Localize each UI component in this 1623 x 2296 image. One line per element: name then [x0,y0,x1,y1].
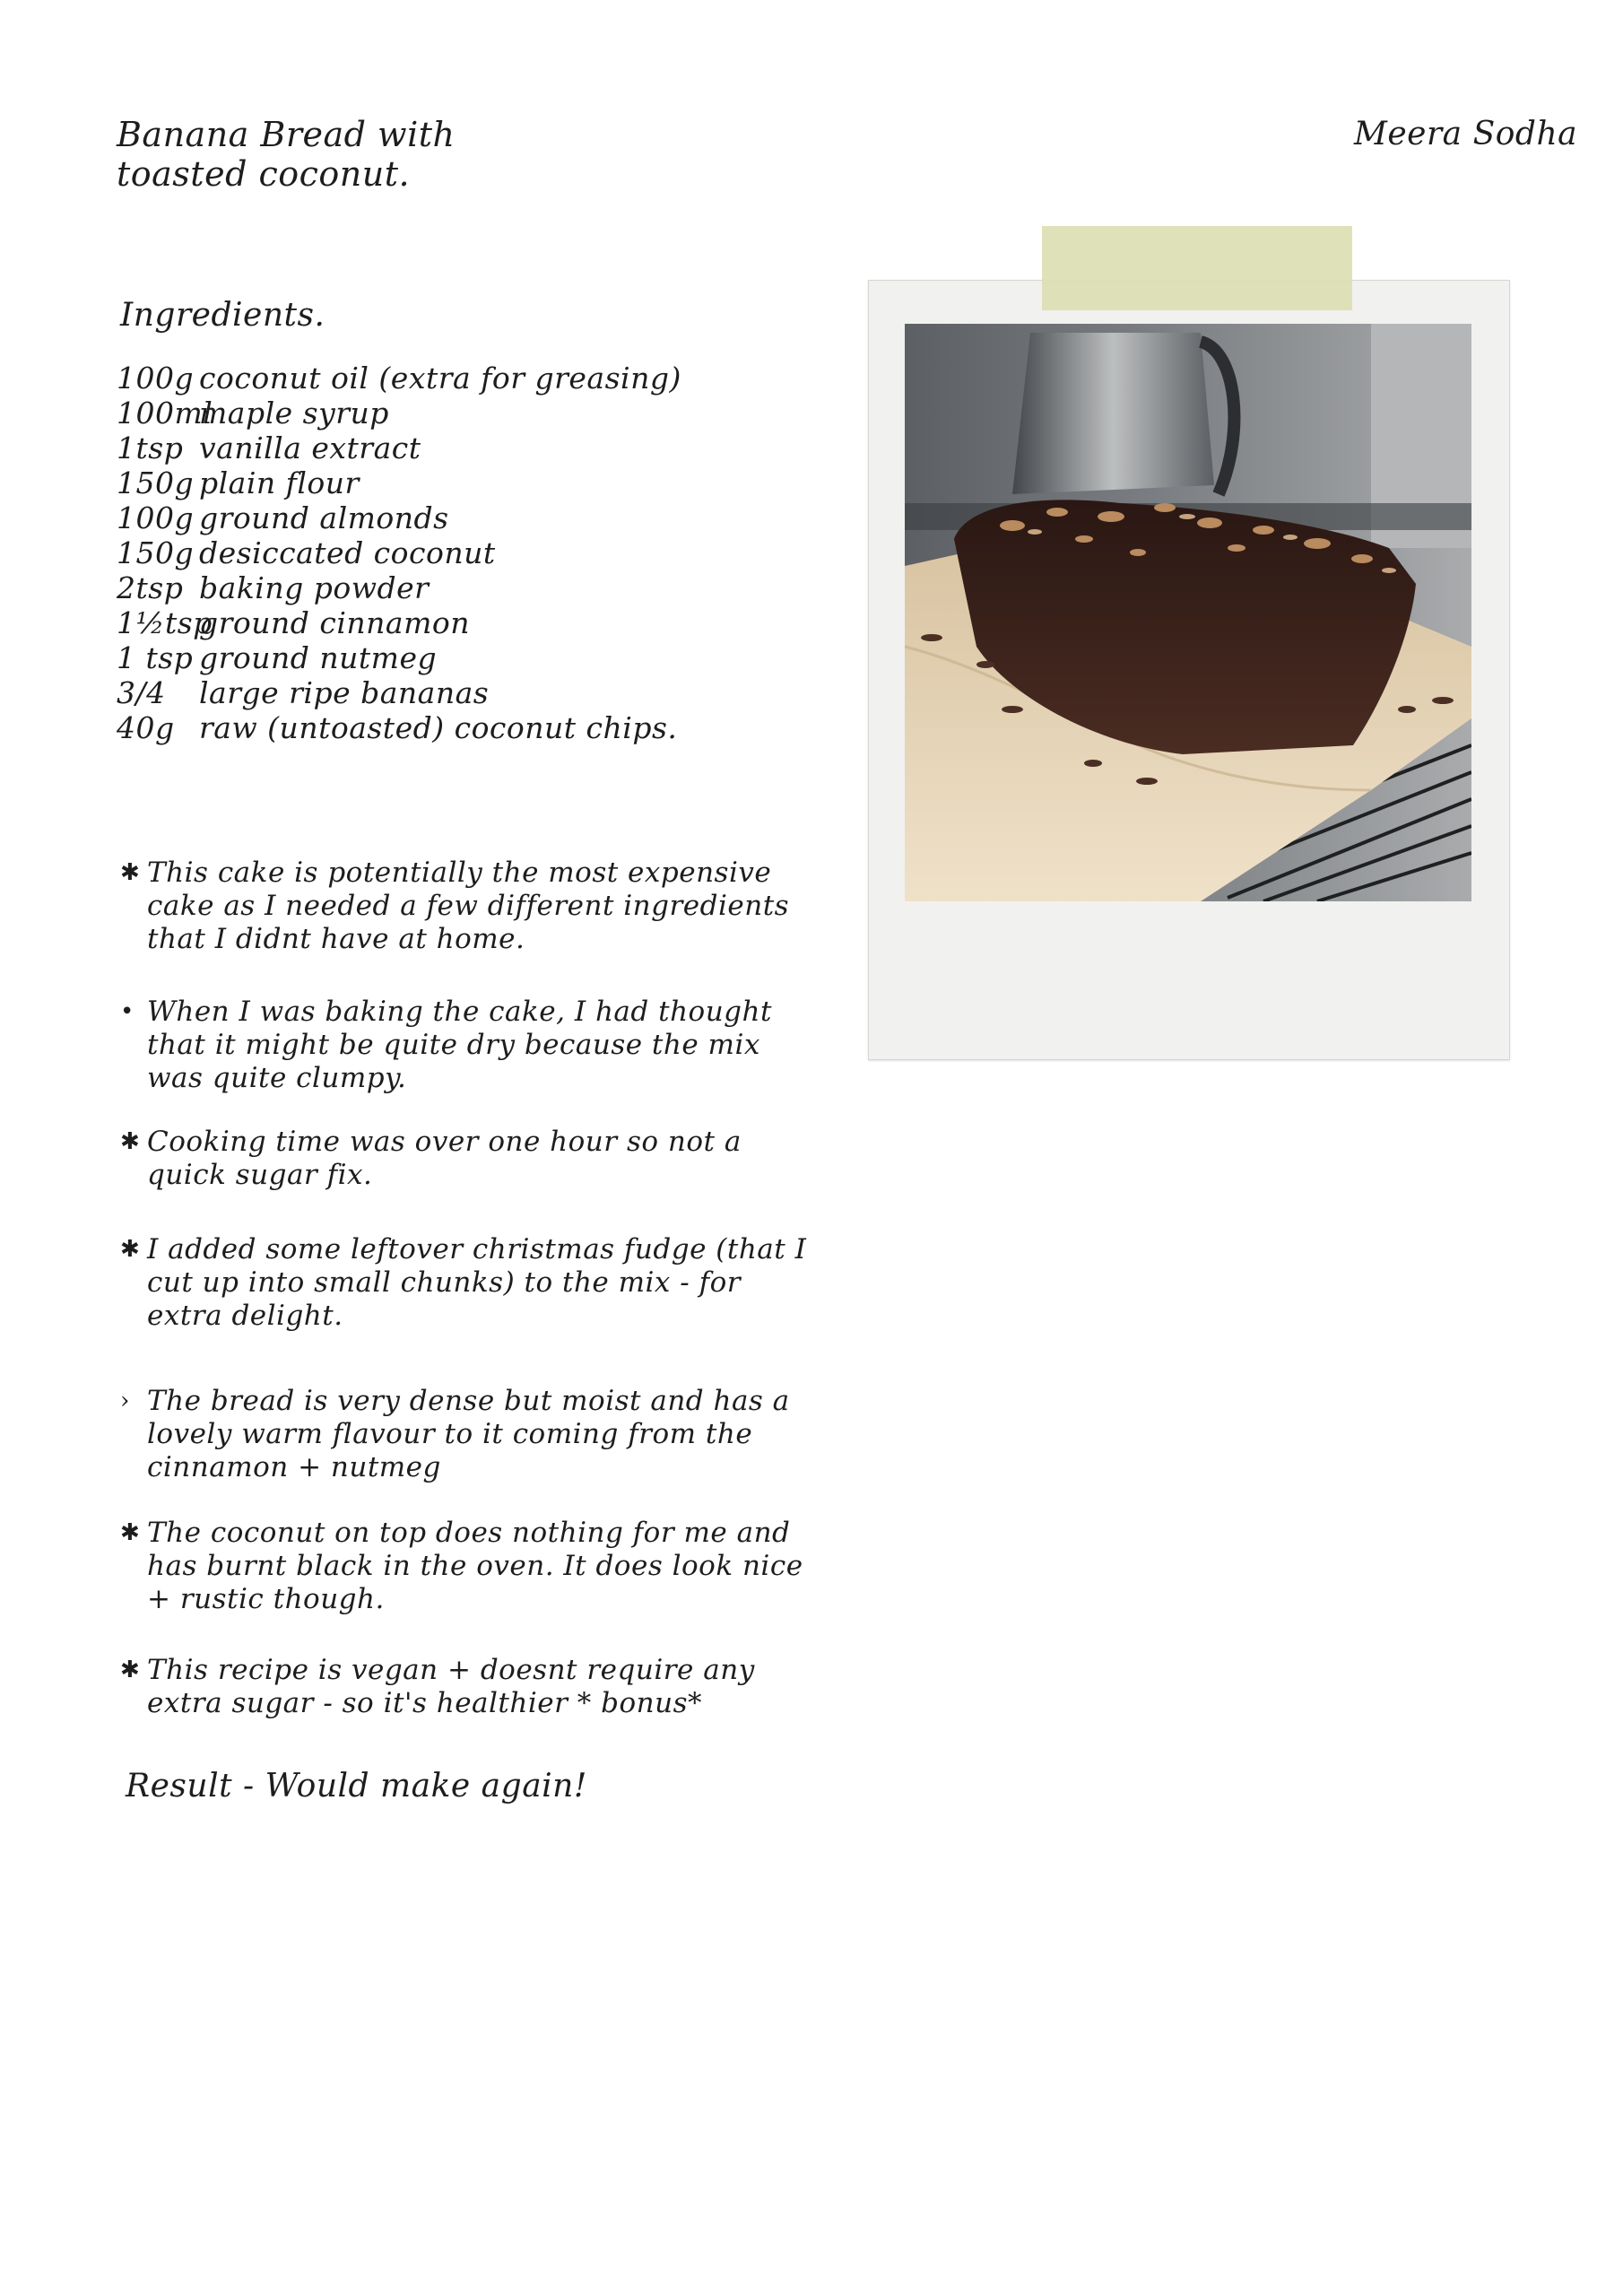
bullet-icon: ✱ [120,1236,141,1263]
recipe-title-line-1: Banana Bread with [117,115,456,154]
ingredient-name: plain flour [199,465,360,500]
bullet-icon: ✱ [120,859,141,886]
ingredient-name: desiccated coconut [199,535,496,570]
masking-tape [1042,226,1352,310]
bullet-icon: ✱ [120,1128,141,1155]
note-item [117,1385,816,1484]
note-text: This recipe is vegan + doesnt require any extra sugar - so it's healthier * bonus* [147,1654,755,1719]
ingredient-row [117,396,681,430]
ingredient-name: raw (untoasted) coconut chips. [199,710,678,745]
ingredient-name: coconut oil (extra for greasing) [199,361,681,396]
bullet-icon: ✱ [120,1657,141,1683]
banana-bread-photo-illustration [905,324,1471,901]
ingredient-name: maple syrup [199,396,389,430]
ingredient-name: baking powder [199,570,430,605]
recipe-title-line-2: toasted coconut. [117,154,411,194]
ingredient-name: large ripe bananas [199,675,490,710]
note-text: The bread is very dense but moist and has a lovely warm flavour to it coming from the cinnamon + nutmeg [147,1385,790,1483]
author-name: Meera Sodha [1354,116,1578,152]
ingredients-list [117,361,681,745]
ingredient-row [117,465,681,500]
ingredient-quantity: 100ml [117,396,213,430]
note-item [117,1233,816,1333]
ingredient-name: ground cinnamon [199,605,471,640]
ingredient-quantity: 100g [117,500,195,535]
ingredient-name: vanilla extract [199,430,421,465]
ingredient-quantity: 2tsp [117,570,184,605]
note-text: The coconut on top does nothing for me and has burnt black in the oven. It does look nice + rustic though. [147,1517,803,1615]
note-item [117,1126,816,1192]
note-item [117,1654,816,1720]
result-text: Result - Would make again! [126,1768,587,1805]
ingredients-heading: Ingredients. [120,297,325,334]
ingredient-row [117,640,681,675]
ingredient-row [117,361,681,396]
ingredient-quantity: 40g [117,710,175,745]
ingredient-row [117,430,681,465]
ingredient-quantity: 3/4 [117,675,166,710]
ingredient-row [117,570,681,605]
ingredient-name: ground almonds [199,500,449,535]
polaroid-frame [868,280,1510,1060]
note-item [117,1517,816,1616]
note-item [117,996,816,1095]
note-item [117,857,816,956]
note-text: This cake is potentially the most expensive cake as I needed a few different ingredients that I didnt have at home. [147,857,790,955]
ingredient-quantity: 1 tsp [117,640,194,675]
bullet-icon: ✱ [120,1519,141,1546]
ingredient-row [117,675,681,710]
notes-list [117,857,816,1751]
ingredient-row [117,710,681,745]
ingredient-quantity: 1tsp [117,430,184,465]
ingredient-row [117,500,681,535]
ingredient-name: ground nutmeg [199,640,438,675]
ingredient-row [117,605,681,640]
ingredient-quantity: 100g [117,361,195,396]
bullet-icon: • [120,998,135,1025]
ingredient-quantity: 150g [117,535,195,570]
ingredient-quantity: 150g [117,465,195,500]
bullet-icon: › [120,1387,130,1414]
ingredient-row [117,535,681,570]
note-text: Cooking time was over one hour so not a quick sugar fix. [147,1126,742,1191]
note-text: I added some leftover christmas fudge (that I cut up into small chunks) to the mix - for extra delight. [147,1233,807,1332]
ingredient-quantity: 1½tsp [117,605,213,640]
recipe-title [117,115,583,194]
banana-bread-photo [905,324,1471,901]
note-text: When I was baking the cake, I had thought that it might be quite dry because the mix was quite clumpy. [147,996,772,1094]
